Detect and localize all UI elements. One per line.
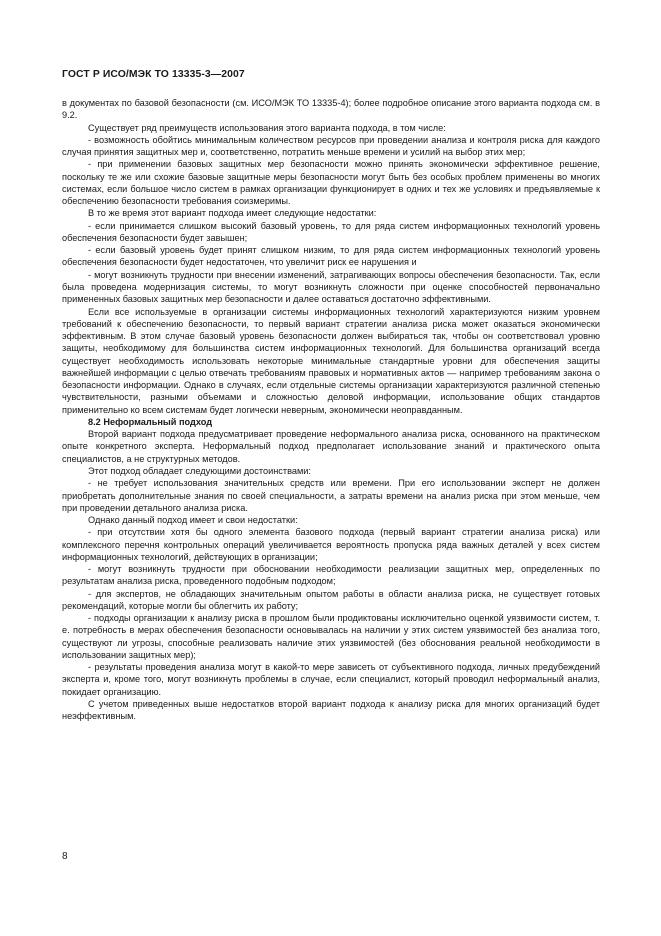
paragraph: Второй вариант подхода предусматривает проведение неформального анализа риска, основанного на практическом опыте конкретного эксперта. Неформальный подход предполагает использование знаний и практического опыта специалистов, а не структурных методов. (62, 429, 600, 464)
paragraph: - при отсутствии хотя бы одного элемента базового подхода (первый вариант стратегии анализа риска) или комплексного перечня контрольных операций увеличивается вероятность пропуска ряда важных деталей у всех систем информационных технологий, действующих в организации; (62, 527, 600, 562)
section-heading: 8.2 Неформальный подход (88, 416, 213, 427)
paragraph: - результаты проведения анализа могут в какой-то мере зависеть от субъективного подхода, личных предубеждений эксперта и, кроме того, могут возникнуть проблемы в случае, если специалист, который проводил неформальный анализ, покидает организацию. (62, 662, 600, 697)
paragraph: В то же время этот вариант подхода имеет следующие недостатки: (88, 208, 377, 219)
paragraph: - если базовый уровень будет принят слишком низким, то для ряда систем информационных технологий уровень обеспечения безопасности будет недостаточен, что увеличит риск ее нарушения и (62, 245, 600, 268)
paragraph: - могут возникнуть трудности при внесении изменений, затрагивающих вопросы обеспечения безопасности. Так, если была проведена модернизация системы, то могут возникнуть сложности при оценке способностей первоначально примененных базовых защитных мер безопасности и далее оставаться достаточно эффективными. (62, 269, 600, 305)
paragraph: - для экспертов, не обладающих значительным опытом работы в области анализа риска, не существует готовых рекомендаций, которые могли бы облегчить их работу; (62, 588, 600, 611)
paragraph: - если принимается слишком высокий базовый уровень, то для ряда систем информационных технологий уровень обеспечения безопасности будет завышен; (62, 220, 600, 243)
paragraph: Если все используемые в организации системы информационных технологий характеризуются низким уровнем требований к обеспечению безопасности, то первый вариант стратегии анализа риска может оказаться экономически эффективным. В этом случае базовый уровень безопасности должен выбираться так, чтобы он соответствовал уровню защиты, необходимому для большинства систем информационных технологий. Для большинства организаций всегда существует необходимость использовать некоторые минимальные стандартные уровни для обеспечения защиты важнейшей информации с целью отвечать требованиям правовых и нормативных актов — например требованиям закона о безопасности информации. Однако в случаях, если отдельные системы организации характеризуются различной степенью чувствительности, разными объемами и сложностью деловой информации, использование общих стандартов применительно ко всем системам будет логически неверным, экономически неоправданным. (62, 306, 600, 415)
paragraph: С учетом приведенных выше недостатков второй вариант подхода к анализу риска для многих организаций будет неэффективным. (62, 699, 600, 722)
paragraph: Однако данный подход имеет и свои недостатки: (88, 515, 298, 526)
document-body (62, 97, 600, 723)
paragraph: - могут возникнуть трудности при обосновании необходимости реализации защитных мер, определенных по результатам анализа риска, проведенного подобным подходом; (62, 564, 600, 587)
paragraph: - не требует использования значительных средств или времени. При его использовании эксперт не должен приобретать дополнительные знания по своей специальности, а затраты времени на анализ риска при этом меньше, чем при проведении детального анализа риска. (62, 478, 600, 513)
page-number: 8 (62, 851, 68, 862)
paragraph: - подходы организации к анализу риска в прошлом были продиктованы исключительно оценкой уязвимости систем, т. е. потребность в мерах обеспечения безопасности основывалась на наличии у этих систем уязвимостей без анализа того, существуют ли угрозы, способные реализовать наличие этих уязвимостей (без обоснования реальной необходимости в использовании защитных мер); (62, 613, 600, 660)
paragraph: - при применении базовых защитных мер безопасности можно принять экономически эффективное решение, поскольку те же или схожие базовые защитные меры безопасности могут быть без особых проблем применены во многих системах, если большое число систем в рамках организации функционирует в одних и тех же условиях и предъявляемые к обеспечению безопасности требования соизмеримы. (62, 159, 600, 207)
paragraph: Этот подход обладает следующими достоинствами: (88, 465, 311, 476)
document-header: ГОСТ Р ИСО/МЭК ТО 13335-3—2007 (62, 69, 245, 80)
paragraph: - возможность обойтись минимальным количеством ресурсов при проведении анализа и контроля риска для каждого случая принятия защитных мер и, соответственно, потратить меньше времени и усилий на выбор этих мер; (62, 134, 600, 158)
paragraph: в документах по базовой безопасности (см. ИСО/МЭК ТО 13335-4); более подробное описание этого варианта подхода см. в 9.2. (62, 98, 600, 121)
paragraph: Существует ряд преимуществ использования этого варианта подхода, в том числе: (88, 122, 446, 133)
